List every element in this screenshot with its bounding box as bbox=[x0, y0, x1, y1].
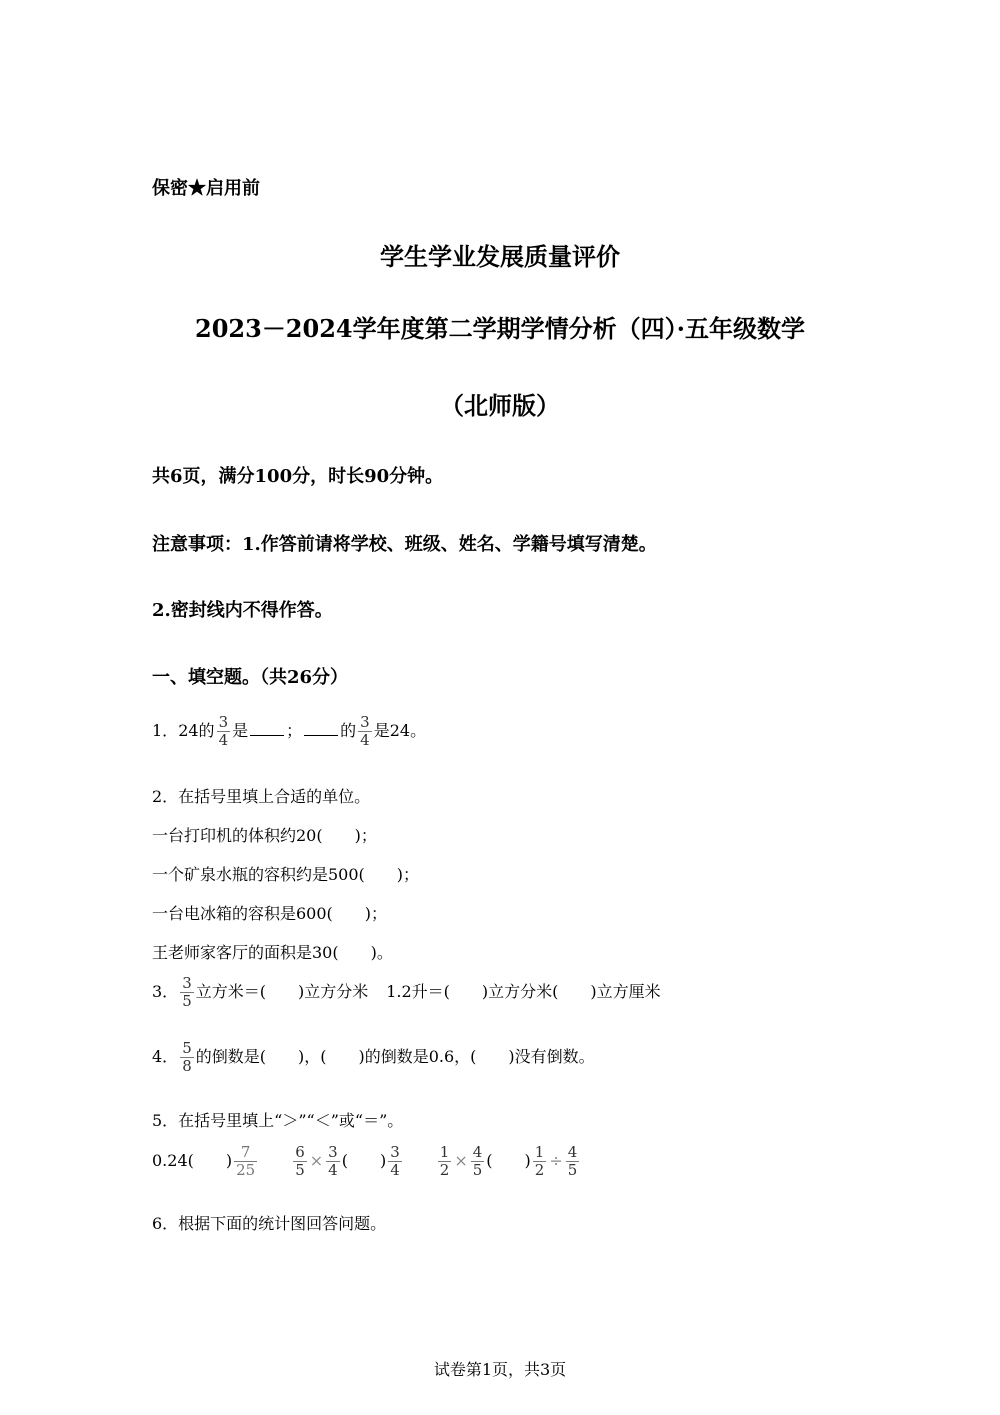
comparison-paren: ( ) bbox=[341, 1151, 387, 1170]
comparison-paren: ( ) bbox=[486, 1151, 531, 1170]
numerator: 3 bbox=[328, 1143, 338, 1161]
question-text: 的 bbox=[340, 721, 357, 740]
times-sign: × bbox=[454, 1151, 468, 1170]
numerator: 3 bbox=[182, 974, 192, 992]
divide-sign: ÷ bbox=[549, 1151, 563, 1170]
denominator: 25 bbox=[236, 1161, 256, 1179]
question-2-line: 一台打印机的体积约20( )； bbox=[152, 826, 377, 845]
question-5-stem: 5．在括号里填上“＞”“＜”或“＝”。 bbox=[152, 1111, 404, 1130]
numerator: 1 bbox=[534, 1143, 545, 1161]
denominator: 4 bbox=[328, 1161, 338, 1179]
question-text: 是24。 bbox=[373, 721, 427, 740]
question-text: 是 bbox=[232, 721, 249, 740]
question-number: 3． bbox=[152, 982, 179, 1001]
numerator: 4 bbox=[472, 1143, 483, 1161]
exam-title: 学生学业发展质量评价 bbox=[380, 242, 620, 271]
numerator: 7 bbox=[240, 1143, 251, 1161]
notes-line-2: 2.密封线内不得作答。 bbox=[152, 600, 333, 621]
numerator: 5 bbox=[182, 1039, 192, 1057]
numerator: 4 bbox=[567, 1143, 578, 1161]
fraction bbox=[293, 1144, 307, 1179]
question-text: ； bbox=[286, 721, 303, 740]
denominator: 4 bbox=[218, 731, 229, 749]
numerator: 3 bbox=[360, 713, 370, 731]
question-2-line: 一台电冰箱的容积是600( )； bbox=[152, 904, 388, 923]
fraction bbox=[326, 1144, 340, 1179]
comparison-text: 0.24( ) bbox=[152, 1151, 233, 1170]
numerator: 1 bbox=[439, 1143, 450, 1161]
fraction bbox=[438, 1144, 452, 1179]
numerator: 6 bbox=[295, 1143, 305, 1161]
denominator: 4 bbox=[360, 731, 370, 749]
fraction bbox=[471, 1144, 485, 1179]
denominator: 8 bbox=[182, 1057, 192, 1075]
question-text: 24的 bbox=[178, 721, 215, 740]
numerator: 3 bbox=[390, 1143, 400, 1161]
exam-summary: 共6页，满分100分，时长90分钟。 bbox=[152, 466, 444, 487]
question-2-line: 王老师家客厅的面积是30( )。 bbox=[152, 943, 393, 962]
times-sign: × bbox=[309, 1151, 324, 1170]
page-footer: 试卷第1页，共3页 bbox=[433, 1360, 567, 1379]
denominator: 4 bbox=[390, 1161, 400, 1179]
question-6-stem: 6．根据下面的统计图回答问题。 bbox=[152, 1214, 387, 1233]
question-2-stem: 2．在括号里填上合适的单位。 bbox=[152, 787, 371, 806]
question-text: 立方米＝( )立方分米 bbox=[195, 982, 369, 1001]
fraction bbox=[217, 714, 231, 749]
exam-edition: （北师版） bbox=[440, 391, 560, 420]
fraction bbox=[388, 1144, 402, 1179]
numerator: 3 bbox=[218, 713, 229, 731]
fraction bbox=[234, 1144, 257, 1179]
denominator: 5 bbox=[295, 1161, 305, 1179]
question-3 bbox=[152, 975, 661, 1010]
fraction bbox=[180, 975, 194, 1010]
denominator: 5 bbox=[472, 1161, 483, 1179]
answer-blank[interactable] bbox=[304, 721, 338, 736]
question-2-line: 一个矿泉水瓶的容积约是500( )； bbox=[152, 865, 420, 884]
denominator: 5 bbox=[567, 1161, 578, 1179]
denominator: 2 bbox=[439, 1161, 450, 1179]
fraction bbox=[358, 714, 372, 749]
fraction bbox=[180, 1040, 194, 1075]
exam-subtitle: 2023－2024学年度第二学期学情分析（四）·五年级数学 bbox=[195, 314, 805, 343]
answer-blank[interactable] bbox=[250, 721, 284, 736]
question-1 bbox=[152, 714, 426, 749]
confidential-mark: 保密★启用前 bbox=[152, 178, 260, 199]
question-5-items bbox=[152, 1144, 581, 1179]
section-heading: 一、填空题。（共26分） bbox=[152, 667, 349, 688]
denominator: 2 bbox=[534, 1161, 545, 1179]
denominator: 5 bbox=[182, 992, 192, 1010]
question-text: 1.2升＝( )立方分米( )立方厘米 bbox=[386, 982, 661, 1001]
fraction bbox=[533, 1144, 547, 1179]
fraction bbox=[566, 1144, 580, 1179]
notes-line-1: 注意事项：1.作答前请将学校、班级、姓名、学籍号填写清楚。 bbox=[152, 534, 657, 555]
question-number: 4． bbox=[152, 1047, 179, 1066]
question-number: 1． bbox=[152, 721, 179, 740]
question-4 bbox=[152, 1040, 595, 1075]
question-text: 的倒数是( )，( )的倒数是0.6，( )没有倒数。 bbox=[195, 1047, 595, 1066]
